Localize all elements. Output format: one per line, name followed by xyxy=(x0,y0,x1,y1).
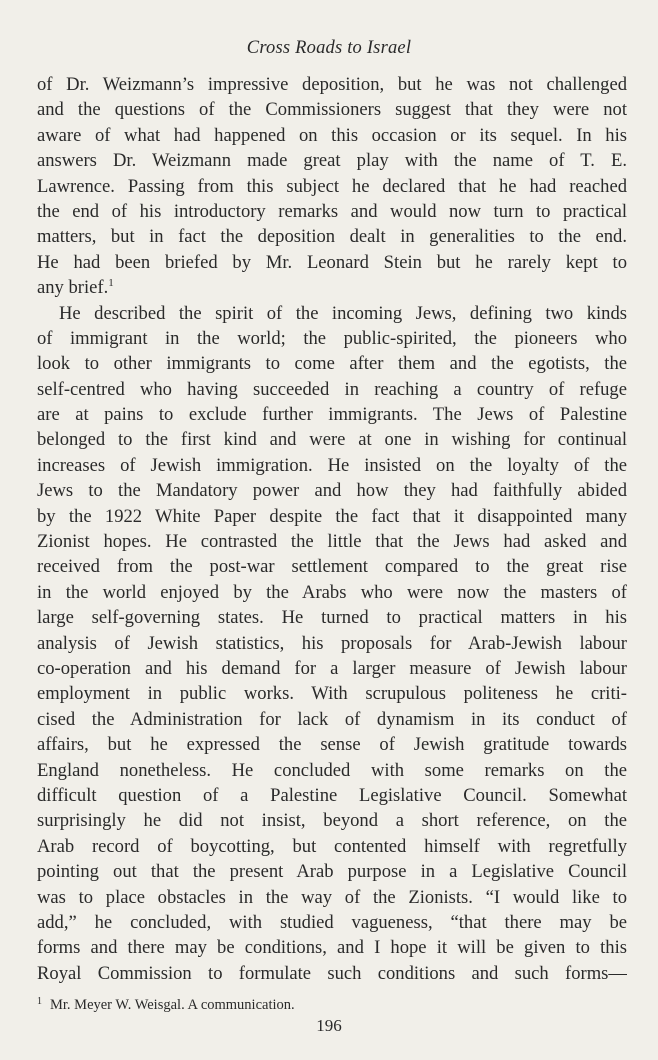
footnote-mark: 1 xyxy=(37,996,42,1007)
text-line: England nonetheless. He concluded with some remarks on the xyxy=(37,759,627,781)
text-line: Lawrence. Passing from this subject he declared that he had reached xyxy=(37,175,627,197)
text-line: affairs, but he expressed the sense of Jewish gratitude towards xyxy=(37,734,627,756)
text-line: forms and there may be conditions, and I hope it will be given to this xyxy=(37,937,627,959)
text-line: difficult question of a Palestine Legislative Council. Somewhat xyxy=(37,784,627,806)
text-line: cised the Administration for lack of dynamism in its conduct of xyxy=(37,708,627,730)
text-line: analysis of Jewish statistics, his proposals for Arab-Jewish labour xyxy=(37,632,627,654)
text-line: of Dr. Weizmann’s impressive deposition, but he was not challenged xyxy=(37,74,627,95)
text-line: add,” he concluded, with studied vagueness, “that there may be xyxy=(37,911,627,933)
text-line: increases of Jewish immigration. He insisted on the loyalty of the xyxy=(37,454,627,476)
paragraph-1 xyxy=(37,72,627,301)
text-line-content: any brief. xyxy=(37,277,109,299)
text-line: matters, but in fact the deposition dealt in generalities to the end. xyxy=(37,226,627,248)
paragraph-2 xyxy=(37,301,627,987)
text-line: belonged to the first kind and were at one in wishing for continual xyxy=(37,429,627,451)
text-line: Zionist hopes. He contrasted the little that the Jews had asked and xyxy=(37,531,627,553)
text-line: pointing out that the present Arab purpose in a Legislative Council xyxy=(37,861,627,883)
text-line xyxy=(37,275,627,300)
text-line: was to place obstacles in the way of the Zionists. “I would like to xyxy=(37,886,627,908)
text-line: surprisingly he did not insist, beyond a short reference, on the xyxy=(37,810,627,832)
footnote-reference: 1 xyxy=(108,277,114,290)
footnote xyxy=(37,993,627,1014)
text-line: the end of his introductory remarks and would now turn to practical xyxy=(37,200,627,222)
text-line: of immigrant in the world; the public-spirited, the pioneers who xyxy=(37,327,627,349)
text-line: He described the spirit of the incoming Jews, defining two kinds xyxy=(59,302,627,324)
text-line: and the questions of the Commissioners suggest that they were not xyxy=(37,99,627,121)
text-line: answers Dr. Weizmann made great play with the name of T. E. xyxy=(37,150,627,172)
running-head: Cross Roads to Israel xyxy=(246,38,412,58)
body-text xyxy=(37,72,627,986)
text-line: look to other immigrants to come after them and the egotists, the xyxy=(37,353,627,375)
text-line: in the world enjoyed by the Arabs who were now the masters of xyxy=(37,581,627,603)
text-line: employment in public works. With scrupulous politeness he criti- xyxy=(37,683,627,705)
text-line: Royal Commission to formulate such conditions and such forms— xyxy=(37,962,627,984)
text-line: He had been briefed by Mr. Leonard Stein but he rarely kept to xyxy=(37,251,627,273)
page-number: 196 xyxy=(316,1016,342,1035)
text-line: large self-governing states. He turned to practical matters in his xyxy=(37,607,627,629)
text-line: Jews to the Mandatory power and how they had faithfully abided xyxy=(37,480,627,502)
text-line: aware of what had happened on this occasion or its sequel. In his xyxy=(37,124,627,146)
text-line: co-operation and his demand for a larger measure of Jewish labour xyxy=(37,657,627,679)
text-line: Arab record of boycotting, but contented himself with regretfully xyxy=(37,835,627,857)
text-line: by the 1922 White Paper despite the fact that it disappointed many xyxy=(37,505,627,527)
text-line: received from the post-war settlement compared to the great rise xyxy=(37,556,627,578)
footnote-text: Mr. Meyer W. Weisgal. A communication. xyxy=(50,997,295,1013)
text-line: are at pains to exclude further immigrants. The Jews of Palestine xyxy=(37,404,627,426)
text-line: self-centred who having succeeded in reaching a country of refuge xyxy=(37,378,627,400)
